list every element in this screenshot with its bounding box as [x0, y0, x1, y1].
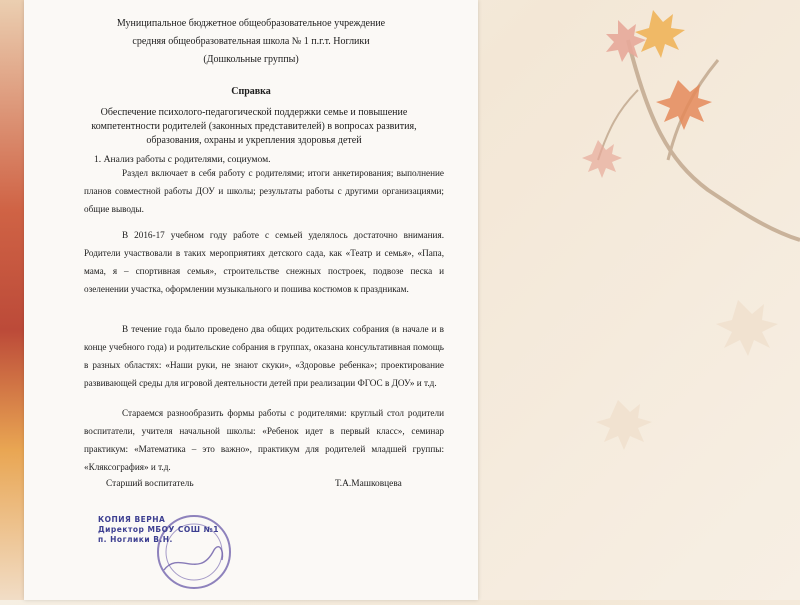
paragraph-4: Стараемся разнообразить формы работы с родителями: круглый стол родители воспитатели, учителя начальной школы: «Ребенок идет в первый класс», семинар практикум: «Математика – это важно», практикум для родителей младшей группы: «Кляксография» и т.д.: [84, 408, 444, 472]
paragraph-3: В течение года было проведено два общих родительских собрания (в начале и в конце учебного года) и родительские собрания в группах, оказана консультативная помощь в разных областях: «Наши руки, не знают скуки», «Здоровье ребенка»; проектирование развивающей среды для игровой деятельности детей при реализации ФГОС в ДОУ» и т.д.: [84, 324, 444, 388]
background-autumn-branch: [478, 0, 800, 600]
signature-role: Старший воспитатель: [106, 479, 194, 489]
header-line-3: (Дошкольные группы): [203, 54, 299, 65]
copy-certification-stamp: [98, 515, 219, 545]
header-line-2: средняя общеобразовательная школа № 1 п.г.т. Ноглики: [132, 36, 370, 47]
autumn-branch-illustration: [478, 0, 800, 600]
document-subtitle: Обеспечение психолого-педагогической поддержки семье и повышение компетентности родителей (законных представителей) в вопросах развития, образования, охраны и укрепления здоровья детей: [91, 107, 417, 146]
paragraph-2: В 2016-17 учебном году работе с семьей уделялось достаточно внимания. Родители участвовали в таких мероприятиях детского сада, как «Театр и семья», «Папа, мама, я – спортивная семья», строительстве снежных построек, подвозе песка и озеленении участка, оформлении музыкального и пошива костюмов к праздникам.: [84, 230, 444, 294]
header-line-1: Муниципальное бюджетное общеобразовательное учреждение: [116, 18, 386, 29]
paragraph-1: Раздел включает в себя работу с родителями; итоги анкетирования; выполнение планов совместной работы ДОУ и школы; результаты работы с другими организациями; общие выводы.: [84, 168, 444, 214]
stamp-line-1: КОПИЯ ВЕРНА: [98, 515, 166, 524]
signature-name: Т.А.Машковцева: [335, 479, 402, 489]
document-page: [24, 0, 478, 600]
stamp-line-2: Директор МБОУ СОШ №1: [98, 525, 219, 534]
stamp-line-3: п. Ноглики В.Н.: [98, 535, 173, 544]
document-title: Справка: [231, 86, 271, 97]
section-heading: 1. Анализ работы с родителями, социумом.: [94, 154, 271, 165]
